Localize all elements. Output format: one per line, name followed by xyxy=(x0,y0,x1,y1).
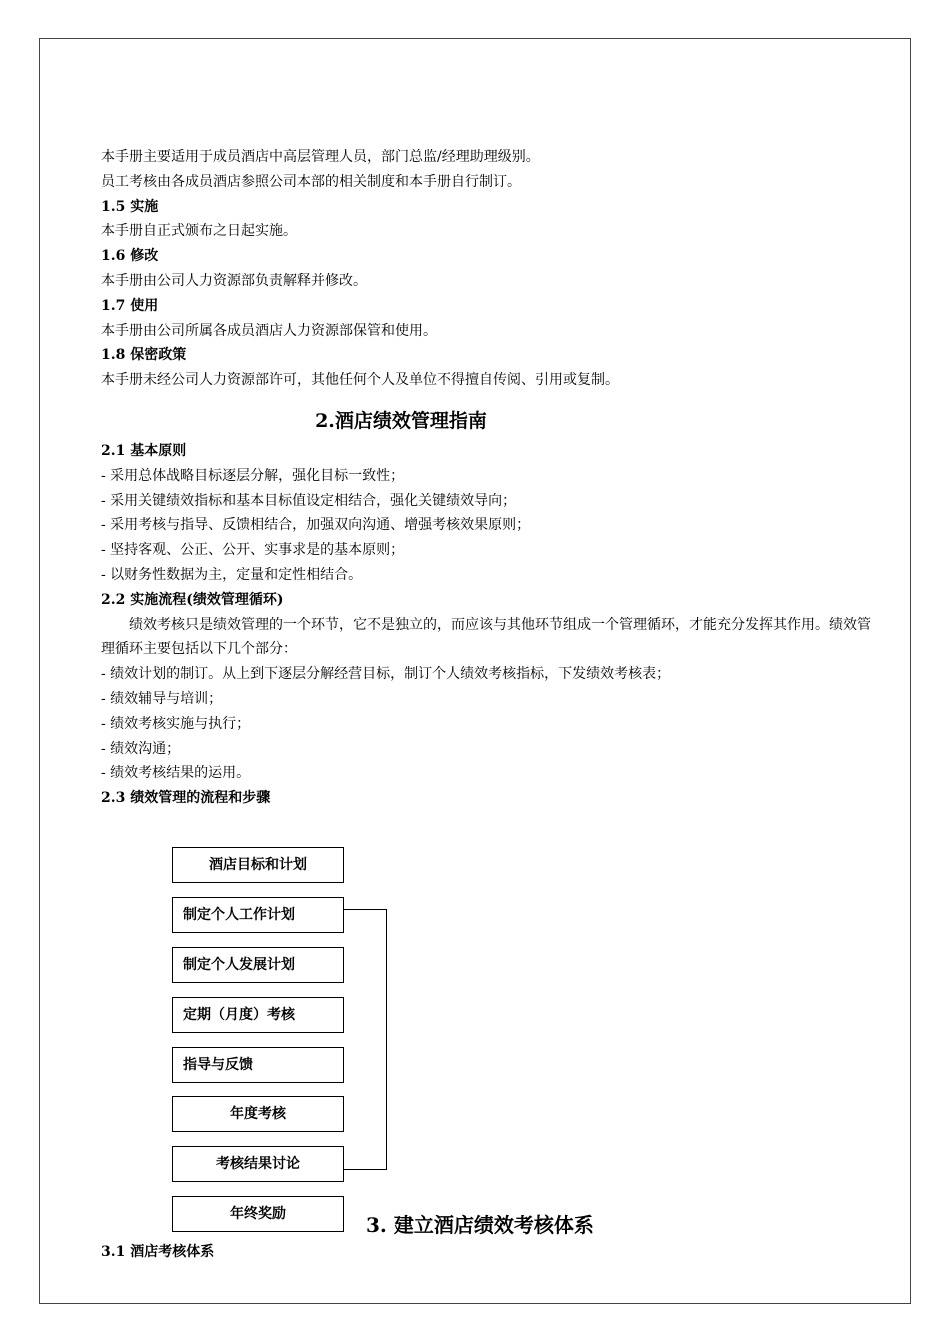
cycle-item: - 绩效计划的制订。从上到下逐层分解经营目标，制订个人绩效考核指标，下发绩效考核表； xyxy=(101,666,671,683)
principle-item: - 以财务性数据为主，定量和定性相结合。 xyxy=(101,566,363,583)
section-text-1-8: 本手册未经公司人力资源部许可，其他任何个人及单位不得擅自传阅、引用或复制。 xyxy=(101,372,619,389)
principle-item: - 采用关键绩效指标和基本目标值设定相结合，强化关键绩效导向； xyxy=(101,492,517,509)
section-heading-1-7: 1.7 使用 xyxy=(101,297,159,314)
flowchart-loop-connector xyxy=(344,909,387,1170)
flow-step-work-plan: 制定个人工作计划 xyxy=(172,897,344,933)
flow-step-hotel-goals: 酒店目标和计划 xyxy=(172,847,344,883)
flow-step-annual-review: 年度考核 xyxy=(172,1096,344,1132)
section-text-1-7: 本手册由公司所属各成员酒店人力资源部保管和使用。 xyxy=(101,322,437,339)
intro-line: 员工考核由各成员酒店参照公司本部的相关制度和本手册自行制订。 xyxy=(101,173,521,190)
flow-step-monthly-review: 定期（月度）考核 xyxy=(172,997,344,1033)
principle-item: - 采用总体战略目标逐层分解，强化目标一致性； xyxy=(101,467,405,484)
section-heading-2-3: 2.3 绩效管理的流程和步骤 xyxy=(101,790,271,807)
cycle-item: - 绩效辅导与培训； xyxy=(101,690,223,707)
document-body xyxy=(101,145,881,811)
cycle-item: - 绩效沟通； xyxy=(101,740,181,757)
section-heading-1-5: 1.5 实施 xyxy=(101,198,159,215)
section-heading-2-2: 2.2 实施流程(绩效管理循环) xyxy=(101,591,284,608)
cycle-item: - 绩效考核实施与执行； xyxy=(101,715,251,732)
flow-step-year-end-bonus: 年终奖励 xyxy=(172,1196,344,1232)
chapter-3-title: 3. 建立酒店绩效考核体系 xyxy=(366,1213,594,1237)
flow-step-guidance-feedback: 指导与反馈 xyxy=(172,1047,344,1083)
intro-line: 本手册主要适用于成员酒店中高层管理人员，部门总监/经理助理级别。 xyxy=(101,149,540,165)
section-text-1-6: 本手册由公司人力资源部负责解释并修改。 xyxy=(101,272,367,289)
flow-step-development-plan: 制定个人发展计划 xyxy=(172,947,344,983)
principle-item: - 采用考核与指导、反馈相结合，加强双向沟通、增强考核效果原则； xyxy=(101,517,531,534)
flow-step-result-discussion: 考核结果讨论 xyxy=(172,1146,344,1182)
cycle-paragraph: 绩效考核只是绩效管理的一个环节，它不是独立的，而应该与其他环节组成一个管理循环，才能充分发挥其作用。绩效管理循环主要包括以下几个部分： xyxy=(101,616,871,658)
section-heading-1-8: 1.8 保密政策 xyxy=(101,347,187,364)
section-heading-1-6: 1.6 修改 xyxy=(101,248,159,265)
section-heading-3-1: 3.1 酒店考核体系 xyxy=(101,1244,215,1260)
principle-item: - 坚持客观、公正、公开、实事求是的基本原则； xyxy=(101,542,405,559)
chapter-2-title: 2.酒店绩效管理指南 xyxy=(315,409,487,432)
section-heading-2-1: 2.1 基本原则 xyxy=(101,442,187,459)
cycle-item: - 绩效考核结果的运用。 xyxy=(101,765,251,782)
section-text-1-5: 本手册自正式颁布之日起实施。 xyxy=(101,223,297,240)
